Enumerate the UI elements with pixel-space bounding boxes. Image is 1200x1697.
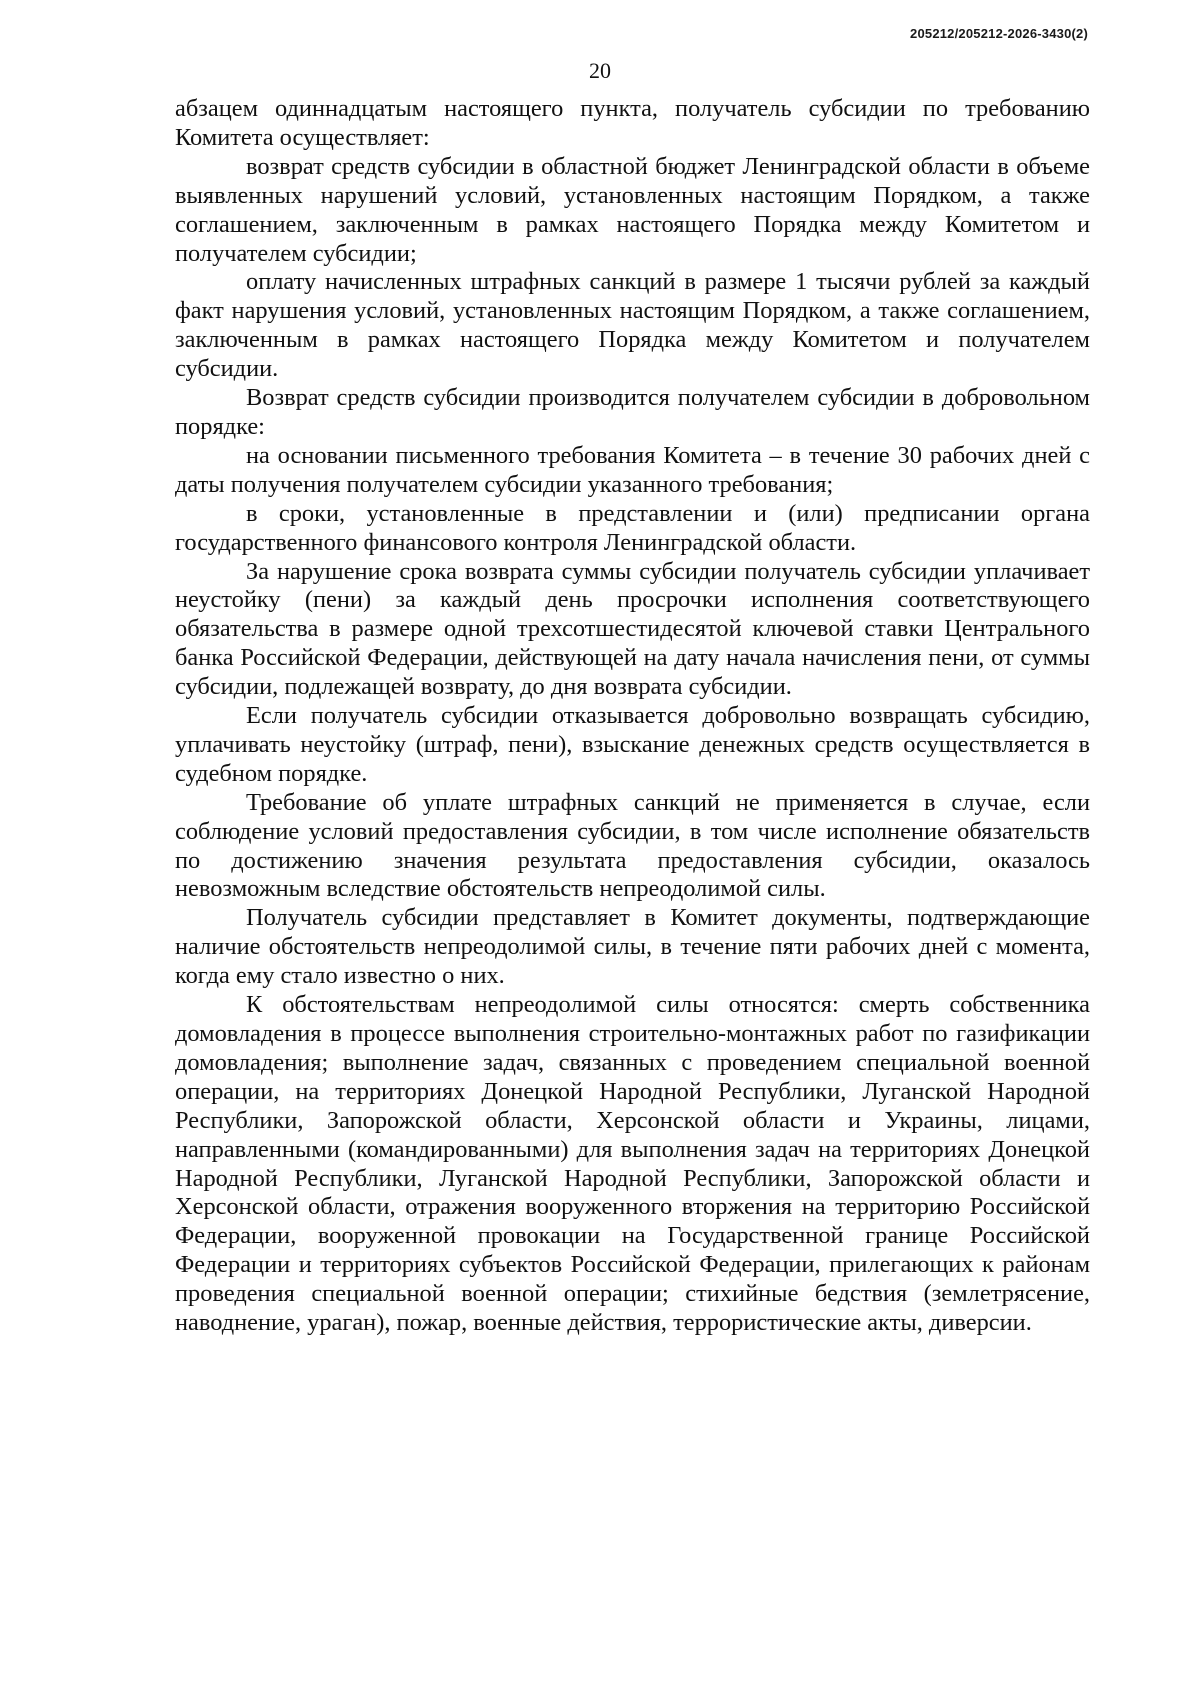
paragraph-penalty-payment: оплату начисленных штрафных санкций в размере 1 тысячи рублей за каждый факт нарушения условий, установленных настоящим Порядком, а также соглашением, заключенным в рамках настоящего Порядка между Комитетом и получателем субсидии. — [175, 268, 1090, 383]
paragraph-control-deadlines: в сроки, установленные в представлении и (или) предписании органа государственного финансового контроля Ленинградской области. — [175, 499, 1090, 556]
paragraph-written-demand: на основании письменного требования Комитета – в течение 30 рабочих дней с даты получения получателем субсидии указанного требования; — [175, 441, 1090, 498]
paragraph-voluntary-return: Возврат средств субсидии производится получателем субсидии в добровольном порядке: — [175, 384, 1090, 440]
paragraph-force-majeure-exemption: Требование об уплате штрафных санкций не применяется в случае, если соблюдение условий предоставления субсидии, в том числе исполнение обязательств по достижению значения результата предоставления субсидии, оказалось невозможным вследствие обстоятельств непреодолимой силы. — [175, 788, 1090, 903]
paragraph-force-majeure-documents: Получатель субсидии представляет в Комитет документы, подтверждающие наличие обстоятельств непреодолимой силы, в течение пяти рабочих дней с момента, когда ему стало известно о них. — [175, 904, 1090, 990]
paragraph-refund-budget: возврат средств субсидии в областной бюджет Ленинградской области в объеме выявленных нарушений условий, установленных настоящим Порядком, а также соглашением, заключенным в рамках настоящего Порядка между Комитетом и получателем субсидии; — [175, 152, 1090, 267]
document-code: 205212/205212-2026-3430(2) — [910, 26, 1088, 41]
page-body — [175, 95, 1090, 1338]
paragraph-court-recovery: Если получатель субсидии отказывается добровольно возвращать субсидию, уплачивать неустойку (штраф, пени), взыскание денежных средств осуществляется в судебном порядке. — [175, 702, 1090, 787]
page-number: 20 — [589, 58, 611, 83]
paragraph-continuation: абзацем одиннадцатым настоящего пункта, получатель субсидии по требованию Комитета осуществляет: — [175, 95, 1090, 151]
paragraph-force-majeure-list: К обстоятельствам непреодолимой силы относятся: смерть собственника домовладения в процессе выполнения строительно-монтажных работ по газификации домовладения; выполнение задач, связанных с проведением специальной военной операции, на территориях Донецкой Народной Республики, Луганской Народной Республики, Запорожской области, Херсонской области и Украины, лицами, направленными (командированными) для выполнения задач на территориях Донецкой Народной Республики, Луганской Народной Республики, Запорожской области и Херсонской области, отражения вооруженного вторжения на территорию Российской Федерации, вооруженной провокации на Государственной границе Российской Федерации и территориях субъектов Российской Федерации, прилегающих к районам проведения специальной военной операции; стихийные бедствия (землетрясение, наводнение, ураган), пожар, военные действия, террористические акты, диверсии. — [175, 991, 1090, 1337]
paragraph-late-penalty: За нарушение срока возврата суммы субсидии получатель субсидии уплачивает неустойку (пени) за каждый день просрочки исполнения соответствующего обязательства в размере одной трехсотшестидесятой ключевой ставки Центрального банка Российской Федерации, действующей на дату начала начисления пени, от суммы субсидии, подлежащей возврату, до дня возврата субсидии. — [175, 557, 1090, 701]
